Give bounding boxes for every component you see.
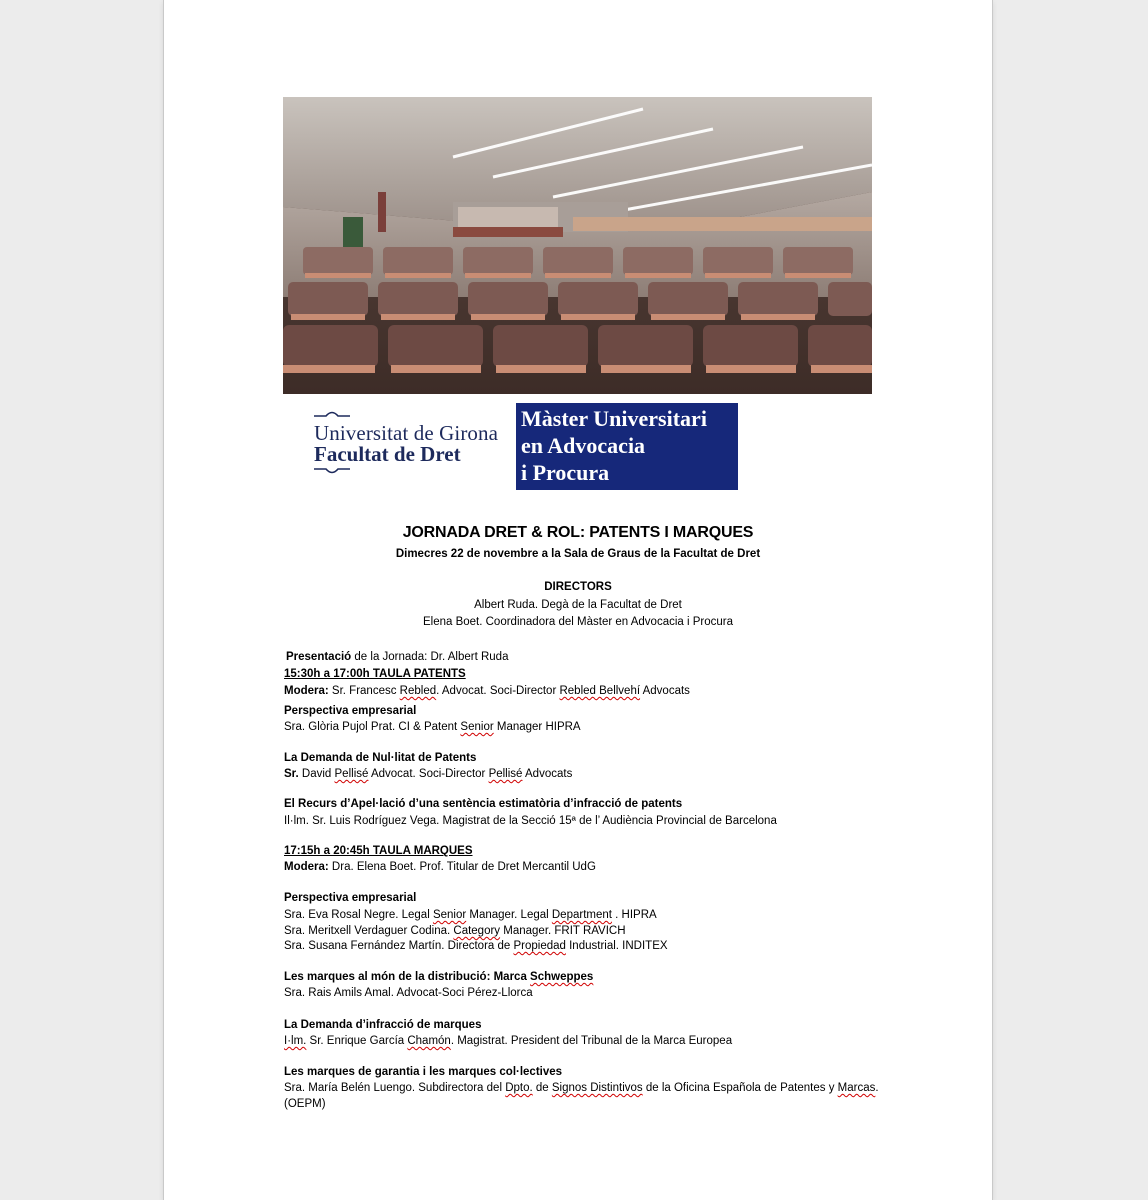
marques-block4-text-d: Signos Distintivos <box>551 1082 643 1094</box>
patents-block2-title: La Demanda de Nul·litat de Patents <box>284 752 477 764</box>
master-line-2: en Advocacia <box>521 433 646 458</box>
patents-moderator-text-d: Rebled Bellvehí <box>559 685 641 697</box>
marques-block1-l2-text-a: Sra. Meritxell Verdaguer Codina. <box>284 925 454 937</box>
marques-block1-l1-text-a: Sra. Eva Rosal Negre. Legal <box>284 909 433 921</box>
marques-block3-text-b: I·lm. <box>284 1035 307 1047</box>
patents-moderator-text-b: Rebled <box>399 685 437 697</box>
marques-block2-title <box>284 970 593 985</box>
patents-block2-text-e: Pellisé <box>488 768 523 780</box>
presentation-label: Presentació <box>286 651 352 663</box>
marques-block1-l3-text-b: Propiedad <box>513 940 566 952</box>
page-title: JORNADA DRET & ROL: PATENTS I MARQUES <box>402 524 754 541</box>
marques-block4-text-c: de <box>532 1082 552 1094</box>
patents-moderator-text-c: . Advocat. Soci-Director <box>436 685 560 697</box>
marques-block2-speaker: Sra. Rais Amils Amal. Advocat-Soci Pérez-Llorca <box>284 987 533 999</box>
patents-block1-text-a: Sra. Glòria Pujol Prat. CI & Patent <box>284 721 461 733</box>
presentation-text: de la Jornada: Dr. Albert Ruda <box>351 651 509 663</box>
patents-moderator-text-a: Sr. Francesc <box>328 685 400 697</box>
director-1: Albert Ruda. Degà de la Facultat de Dret <box>474 599 682 611</box>
marques-block4-text-a: Sra. María Belén Luengo. Subdirectora del <box>284 1082 506 1094</box>
marques-block1-l1-text-b: Senior <box>432 909 467 921</box>
marques-block4-text-f: Marcas <box>837 1082 876 1094</box>
patents-moderator <box>284 684 690 699</box>
directors-heading: DIRECTORS <box>544 581 612 593</box>
logo-ornament-top-icon <box>314 409 350 417</box>
logo-university-name: Universitat de Girona <box>314 421 499 445</box>
director-2: Elena Boet. Coordinadora del Màster en Advocacia i Procura <box>422 616 734 628</box>
marques-moderator <box>284 860 596 875</box>
patents-block2-text-f: Advocats <box>522 768 573 780</box>
marques-block4-speaker-org: (OEPM) <box>284 1098 326 1110</box>
patents-block1-text-b: Senior <box>460 721 494 733</box>
document-page <box>164 0 992 1200</box>
logo-ornament-bottom-icon <box>314 468 350 476</box>
marques-block4-text-e: de la Oficina Española de Patentes y <box>642 1082 838 1094</box>
master-line-1: Màster Universitari <box>521 406 707 431</box>
conference-room-photo <box>283 97 872 394</box>
marques-block1-speaker-2 <box>284 924 626 939</box>
marques-block1-l3-text-a: Sra. Susana Fernández Martín. Directora de <box>284 940 514 952</box>
marques-block2-title-a: Les marques al món de la distribució: Marca <box>284 971 531 983</box>
patents-block3-title: El Recurs d’Apel·lació d’una sentència estimatòria d’infracció de patents <box>284 798 683 810</box>
marques-block3-text-e: . Magistrat. President del Tribunal de la Marca Europea <box>450 1035 733 1047</box>
marques-block1-speaker-1 <box>284 908 657 923</box>
marques-block1-l1-text-e: . HIPRA <box>611 909 657 921</box>
taula-patents-heading: 15:30h a 17:00h TAULA PATENTS <box>284 668 466 680</box>
marques-block1-l1-text-c: Manager. Legal <box>466 909 552 921</box>
marques-moderator-text: Dra. Elena Boet. Prof. Titular de Dret Mercantil UdG <box>328 861 596 873</box>
marques-block4-speaker <box>284 1081 879 1096</box>
patents-block2-text-d: Advocat. Soci-Director <box>368 768 489 780</box>
presentation-line <box>286 650 508 665</box>
patents-block1-text-c: Manager HIPRA <box>493 721 581 733</box>
marques-block1-l2-text-c: Manager. FRIT RAVICH <box>500 925 626 937</box>
patents-block2-text-a: Sr. <box>284 768 299 780</box>
patents-block3-speaker: Il·lm. Sr. Luis Rodríguez Vega. Magistrat de la Secció 15ª de l’ Audiència Provincial de Barcelona <box>284 815 777 827</box>
marques-block3-title: La Demanda d’infracció de marques <box>284 1019 482 1031</box>
universitat-de-girona-logo <box>310 406 510 486</box>
patents-block2-text-c: Pellisé <box>334 768 369 780</box>
marques-block4-text-b: Dpto. <box>505 1082 533 1094</box>
marques-block1-l1-text-d: Department <box>551 909 612 921</box>
patents-block2-text-b: David <box>298 768 335 780</box>
marques-block1-l3-text-c: Industrial. INDITEX <box>565 940 668 952</box>
patents-moderator-label: Modera: <box>284 685 329 697</box>
master-universitari-banner <box>516 403 738 490</box>
marques-block3-speaker <box>284 1034 732 1049</box>
marques-block3-text-c: Sr. Enrique García <box>306 1035 408 1047</box>
marques-block1-speaker-3 <box>284 939 668 954</box>
marques-block3-text-d: Chamón <box>407 1035 451 1047</box>
master-line-3: i Procura <box>521 460 610 485</box>
marques-block1-title: Perspectiva empresarial <box>284 892 417 904</box>
patents-moderator-text-e: Advocats <box>640 685 690 697</box>
patents-block1-title: Perspectiva empresarial <box>284 705 417 717</box>
marques-moderator-label: Modera: <box>284 861 329 873</box>
marques-block2-title-b: Schweppes <box>530 971 594 983</box>
marques-block4-text-g: . <box>875 1082 879 1094</box>
marques-block4-title: Les marques de garantia i les marques col·lectives <box>284 1066 563 1078</box>
logo-faculty-name: Facultat de Dret <box>314 442 461 466</box>
page-subtitle: Dimecres 22 de novembre a la Sala de Graus de la Facultat de Dret <box>395 548 761 560</box>
patents-block1-speaker <box>284 720 581 735</box>
patents-block2-speaker <box>284 767 572 782</box>
taula-marques-heading: 17:15h a 20:45h TAULA MARQUES <box>284 845 473 857</box>
marques-block1-l2-text-b: Category <box>453 925 501 937</box>
